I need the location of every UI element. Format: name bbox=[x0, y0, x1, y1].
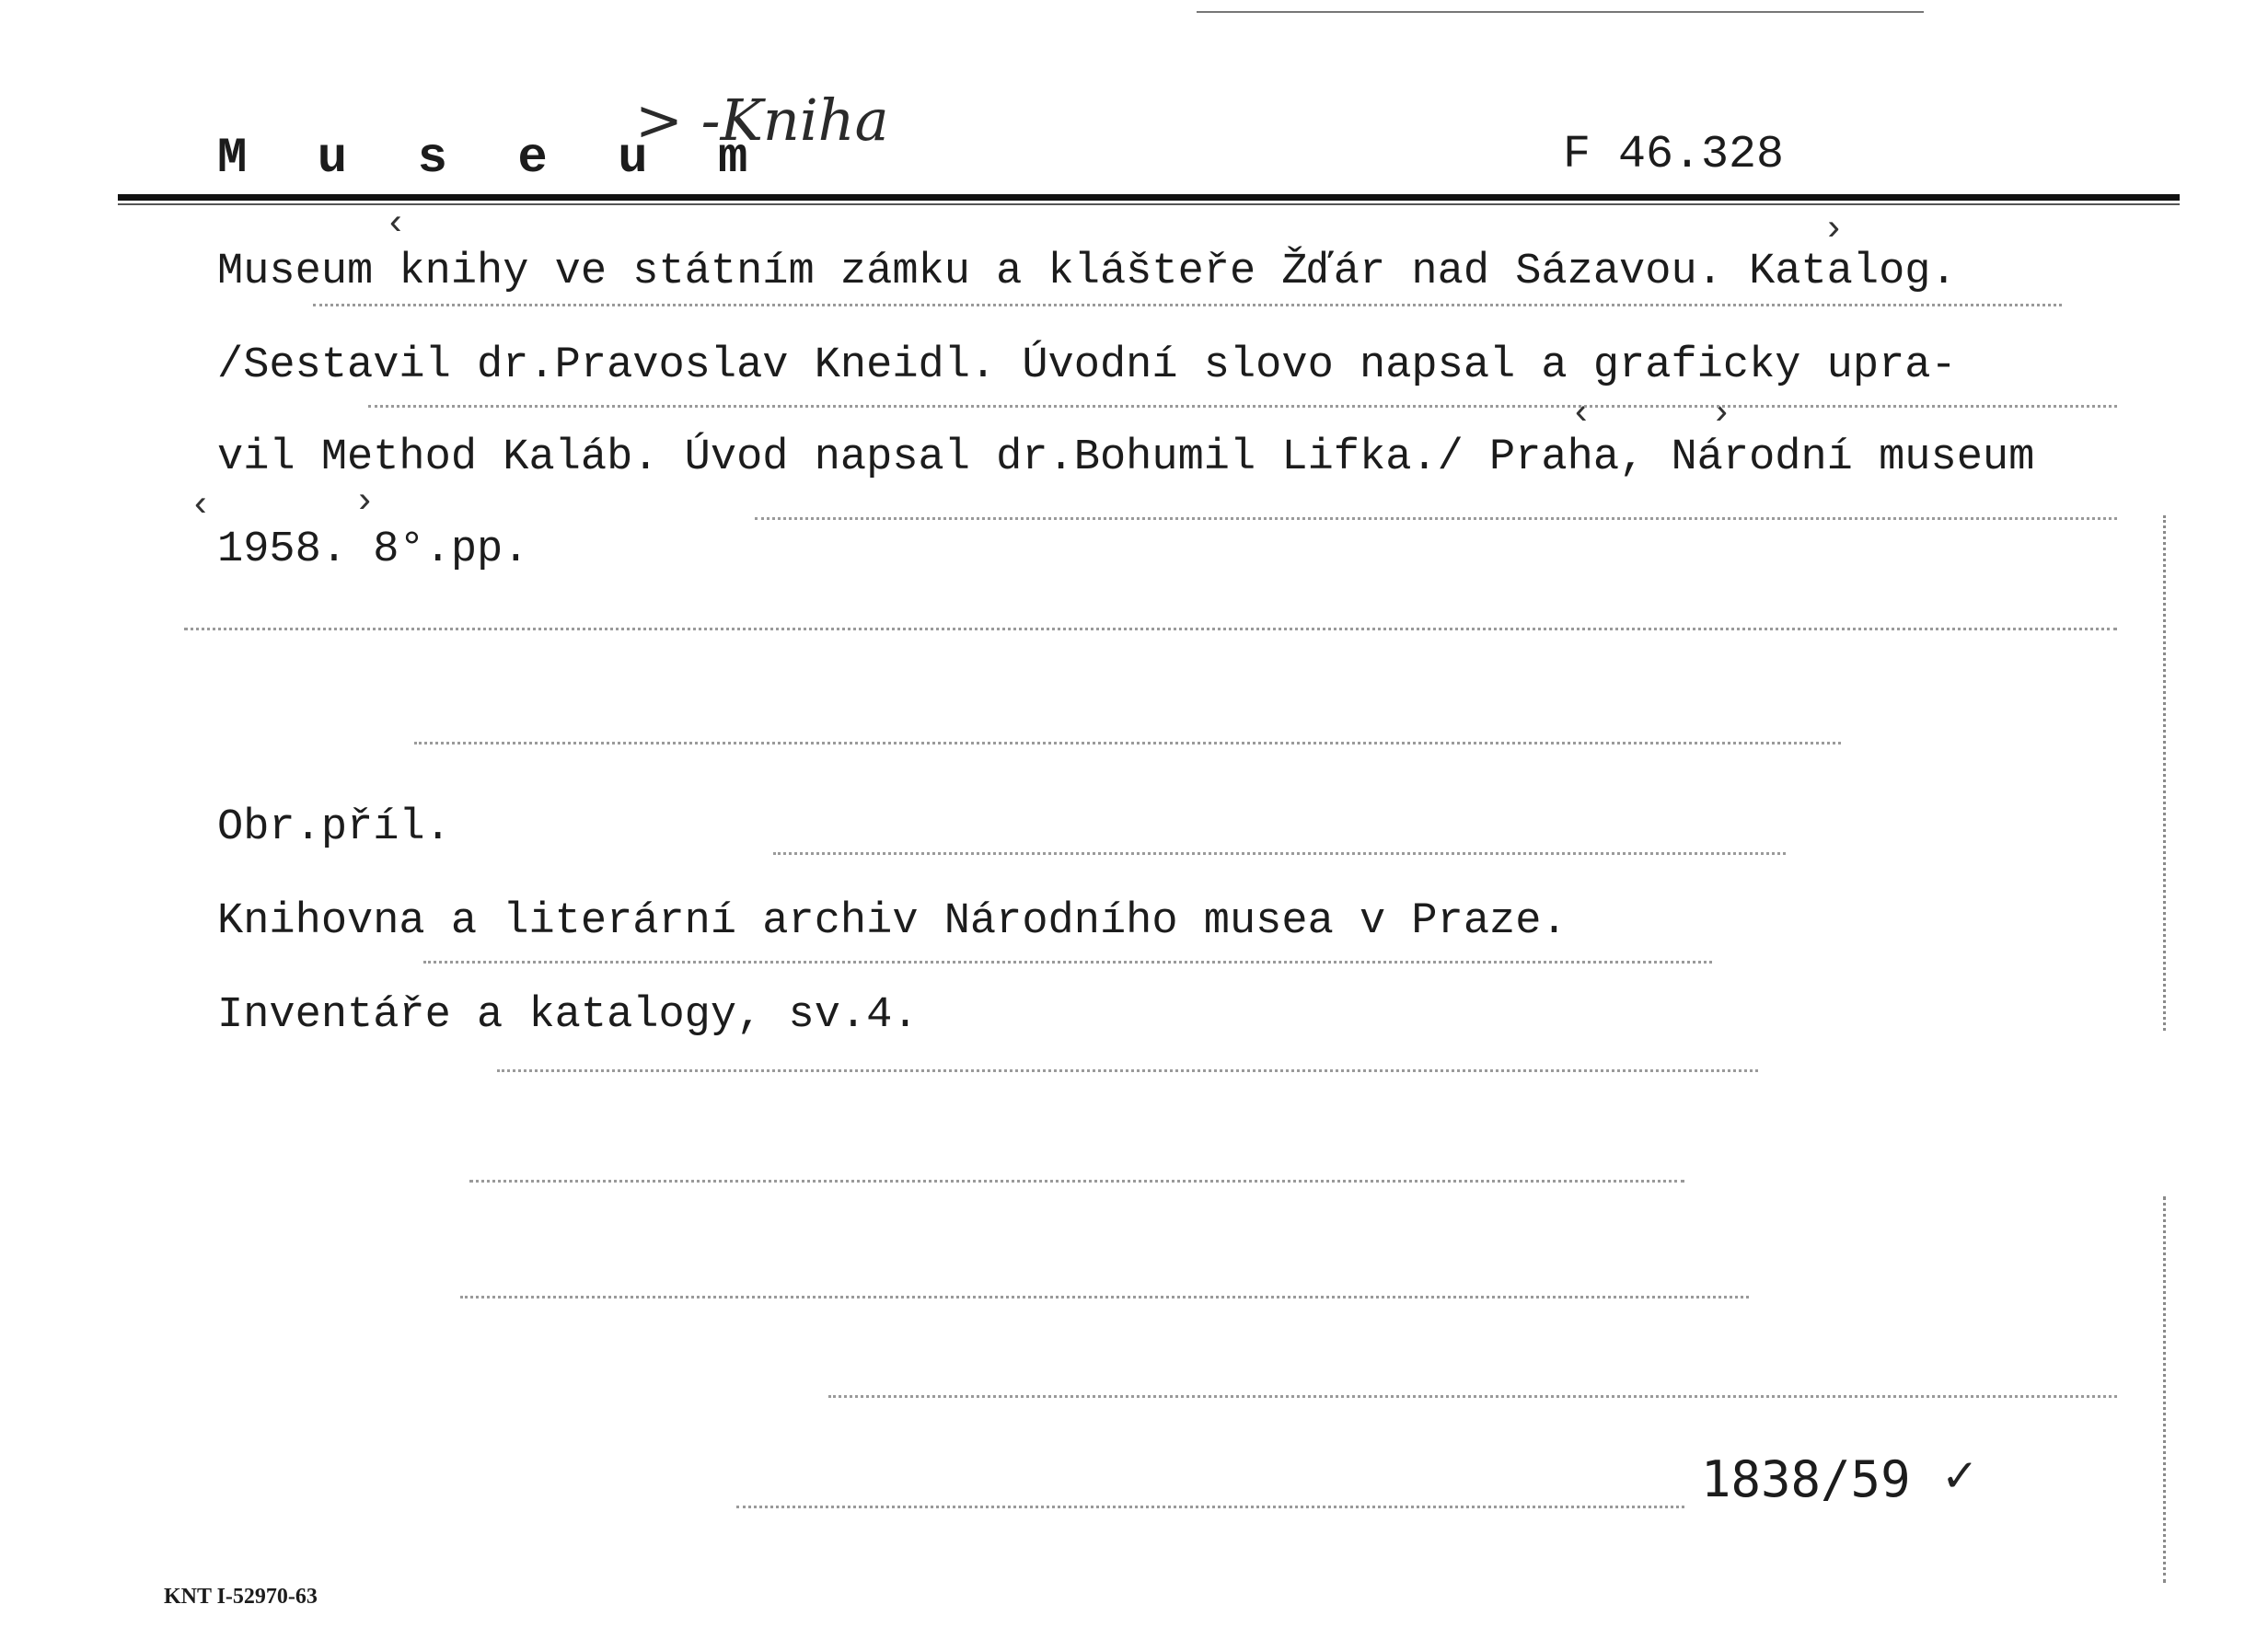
handwritten-subject: > -Kniha bbox=[635, 87, 889, 154]
body-line-3: vil Method Kaláb. Úvod napsal dr.Bohumil Lifka./ Praha, Národní museum bbox=[217, 433, 2035, 482]
heading-word: M u s e u m bbox=[217, 131, 769, 187]
body-line-4: 1958. 8°.pp. bbox=[217, 525, 529, 574]
shelf-signature: F 46.328 bbox=[1563, 129, 1785, 181]
ruling-line bbox=[497, 1069, 1758, 1072]
body-line-1: Museum knihy ve státním zámku a klášteře Žďár nad Sázavou. Katalog. bbox=[217, 248, 1957, 296]
ruling-line bbox=[368, 405, 2117, 408]
note-line-1: Obr.příl. bbox=[217, 803, 451, 852]
top-faint-rule bbox=[1197, 11, 1924, 13]
printer-code: KNT I-52970-63 bbox=[164, 1585, 318, 1609]
ruling-line bbox=[469, 1180, 1684, 1183]
margin-rule bbox=[2163, 515, 2166, 1031]
check-mark-icon: ✓ bbox=[1944, 1449, 1975, 1507]
header-rule-thin bbox=[118, 203, 2180, 205]
bracket-mark: › bbox=[353, 482, 376, 524]
ruling-line bbox=[414, 742, 1841, 744]
accession-number: 1838/59 bbox=[1701, 1450, 1911, 1508]
bracket-mark: ‹ bbox=[385, 204, 408, 246]
ruling-line bbox=[460, 1296, 1749, 1299]
body-line-2: /Sestavil dr.Pravoslav Kneidl. Úvodní slovo napsal a graficky upra- bbox=[217, 341, 1957, 390]
bracket-mark: › bbox=[1822, 210, 1846, 251]
ruling-line bbox=[313, 304, 2062, 306]
ruling-line bbox=[755, 517, 2117, 520]
bracket-mark: ‹ bbox=[1570, 394, 1593, 435]
margin-rule bbox=[2163, 1196, 2166, 1583]
bracket-mark: ‹ bbox=[190, 486, 213, 527]
ruling-line bbox=[736, 1506, 1684, 1508]
ruling-line bbox=[184, 628, 2117, 630]
ruling-line bbox=[828, 1395, 2117, 1398]
note-line-3: Inventáře a katalogy, sv.4. bbox=[217, 991, 919, 1040]
ruling-line bbox=[423, 961, 1712, 964]
note-line-2: Knihovna a literární archiv Národního musea v Praze. bbox=[217, 897, 1568, 946]
ruling-line bbox=[773, 852, 1786, 855]
header-rule bbox=[118, 194, 2180, 201]
bracket-mark: › bbox=[1710, 394, 1733, 435]
